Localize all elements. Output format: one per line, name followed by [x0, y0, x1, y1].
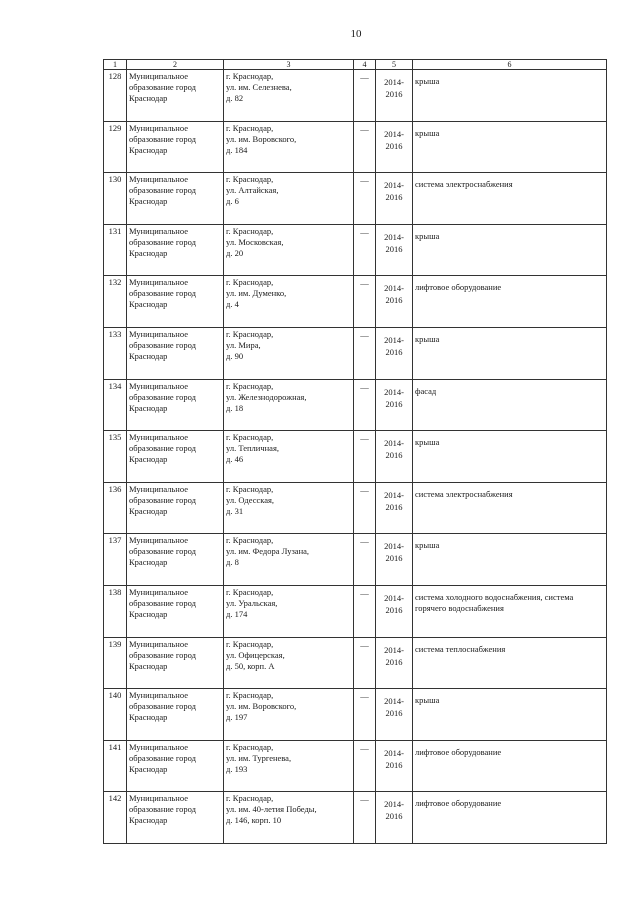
address-line: г. Краснодар,: [226, 586, 274, 597]
owner-line: Краснодар: [129, 815, 168, 826]
row-number: 142: [104, 792, 127, 844]
table-row: [104, 224, 607, 276]
address-line: г. Краснодар,: [226, 225, 274, 236]
dash-cell: —: [354, 637, 376, 689]
owner-cell: [127, 431, 224, 483]
owner-cell: [127, 121, 224, 173]
owner-cell: [127, 379, 224, 431]
work-type-cell: лифтовое оборудование: [413, 792, 607, 844]
table-row: [104, 740, 607, 792]
address-line: ул. Офицерская,: [226, 649, 285, 660]
owner-line: Муниципальное: [129, 690, 188, 701]
owner-cell: [127, 327, 224, 379]
owner-line: образование город: [129, 494, 196, 505]
period-line: 2016: [385, 140, 403, 151]
column-header-2: 2: [127, 60, 224, 70]
address-line: д. 46: [226, 454, 244, 465]
owner-line: Краснодар: [129, 402, 168, 413]
row-number: 139: [104, 637, 127, 689]
work-type-cell: крыша: [413, 534, 607, 586]
period-line: 2016: [385, 604, 403, 615]
period-line: 2014-: [384, 644, 404, 655]
address-line: д. 6: [226, 196, 239, 207]
owner-line: Краснодар: [129, 299, 168, 310]
column-header-4: 4: [354, 60, 376, 70]
work-type-cell: крыша: [413, 70, 607, 122]
column-header-6: 6: [413, 60, 607, 70]
owner-line: образование город: [129, 391, 196, 402]
owner-line: образование город: [129, 752, 196, 763]
address-cell: [224, 173, 354, 225]
column-header-1: 1: [104, 60, 127, 70]
owner-line: образование город: [129, 443, 196, 454]
period-line: 2014-: [384, 489, 404, 500]
owner-line: Краснодар: [129, 505, 168, 516]
period-cell: [376, 276, 413, 328]
owner-line: образование город: [129, 649, 196, 660]
work-type-cell: система электроснабжения: [413, 173, 607, 225]
address-line: г. Краснодар,: [226, 535, 274, 546]
owner-line: образование город: [129, 546, 196, 557]
column-header-3: 3: [224, 60, 354, 70]
address-line: г. Краснодар,: [226, 483, 274, 494]
table-row: [104, 121, 607, 173]
work-type-cell: крыша: [413, 689, 607, 741]
period-line: 2014-: [384, 128, 404, 139]
period-line: 2014-: [384, 231, 404, 242]
owner-cell: [127, 70, 224, 122]
period-line: 2016: [385, 398, 403, 409]
owner-line: Муниципальное: [129, 277, 188, 288]
address-line: ул. им. Думенко,: [226, 288, 287, 299]
owner-cell: [127, 173, 224, 225]
period-line: 2016: [385, 553, 403, 564]
owner-cell: [127, 224, 224, 276]
address-line: ул. Одесская,: [226, 494, 275, 505]
address-cell: [224, 379, 354, 431]
owner-line: Муниципальное: [129, 535, 188, 546]
owner-line: Муниципальное: [129, 638, 188, 649]
period-line: 2016: [385, 89, 403, 99]
table-row: [104, 276, 607, 328]
work-type-cell: крыша: [413, 121, 607, 173]
address-line: д. 90: [226, 350, 244, 361]
address-cell: [224, 431, 354, 483]
owner-line: Муниципальное: [129, 225, 188, 236]
period-line: 2016: [385, 450, 403, 461]
address-line: ул. им. 40-летия Победы,: [226, 804, 317, 815]
address-line: ул. Тепличная,: [226, 443, 279, 454]
address-cell: [224, 792, 354, 844]
period-line: 2014-: [384, 283, 404, 294]
address-cell: [224, 70, 354, 122]
address-line: г. Краснодар,: [226, 174, 274, 185]
address-line: д. 18: [226, 402, 244, 413]
table-row: [104, 379, 607, 431]
owner-line: образование город: [129, 597, 196, 608]
address-line: ул. Московская,: [226, 236, 284, 247]
address-line: д. 50, корп. А: [226, 660, 275, 671]
table-row: [104, 792, 607, 844]
address-line: г. Краснодар,: [226, 328, 274, 339]
owner-line: Муниципальное: [129, 586, 188, 597]
address-line: г. Краснодар,: [226, 638, 274, 649]
period-cell: [376, 689, 413, 741]
address-line: д. 193: [226, 763, 248, 774]
address-line: д. 8: [226, 557, 239, 568]
work-type-cell: система электроснабжения: [413, 482, 607, 534]
dash-cell: —: [354, 689, 376, 741]
column-header-5: 5: [376, 60, 413, 70]
owner-line: образование город: [129, 339, 196, 350]
address-line: д. 4: [226, 299, 239, 310]
dash-cell: —: [354, 534, 376, 586]
row-number: 130: [104, 173, 127, 225]
dash-cell: —: [354, 276, 376, 328]
address-cell: [224, 327, 354, 379]
owner-line: Муниципальное: [129, 483, 188, 494]
owner-line: Краснодар: [129, 660, 168, 671]
table-header: [104, 60, 607, 70]
address-cell: [224, 585, 354, 637]
address-line: г. Краснодар,: [226, 380, 274, 391]
address-line: д. 174: [226, 608, 248, 619]
period-line: 2016: [385, 295, 403, 306]
dash-cell: —: [354, 327, 376, 379]
address-line: г. Краснодар,: [226, 277, 274, 288]
period-cell: [376, 379, 413, 431]
owner-line: Муниципальное: [129, 174, 188, 185]
period-line: 2014-: [384, 541, 404, 552]
table-row: [104, 689, 607, 741]
work-type-cell: крыша: [413, 431, 607, 483]
address-cell: [224, 276, 354, 328]
dash-cell: —: [354, 224, 376, 276]
address-cell: [224, 121, 354, 173]
owner-line: Краснодар: [129, 247, 168, 258]
owner-line: Краснодар: [129, 196, 168, 207]
owner-line: Муниципальное: [129, 71, 188, 81]
table-row: [104, 482, 607, 534]
period-line: 2016: [385, 708, 403, 719]
period-line: 2014-: [384, 438, 404, 449]
owner-line: Муниципальное: [129, 328, 188, 339]
address-line: д. 82: [226, 93, 244, 103]
period-line: 2016: [385, 243, 403, 254]
owner-cell: [127, 482, 224, 534]
period-cell: [376, 431, 413, 483]
address-line: д. 31: [226, 505, 244, 516]
work-type-cell: система теплоснабжения: [413, 637, 607, 689]
table-row: [104, 637, 607, 689]
address-line: г. Краснодар,: [226, 741, 274, 752]
owner-line: образование город: [129, 185, 196, 196]
period-line: 2016: [385, 811, 403, 822]
period-line: 2014-: [384, 334, 404, 345]
period-line: 2014-: [384, 180, 404, 191]
address-line: ул. Алтайская,: [226, 185, 279, 196]
address-line: г. Краснодар,: [226, 122, 274, 133]
period-cell: [376, 173, 413, 225]
owner-line: Краснодар: [129, 557, 168, 568]
address-cell: [224, 740, 354, 792]
row-number: 132: [104, 276, 127, 328]
work-type-cell: крыша: [413, 327, 607, 379]
address-line: ул. Железнодорожная,: [226, 391, 307, 402]
row-number: 131: [104, 224, 127, 276]
owner-cell: [127, 534, 224, 586]
row-number: 141: [104, 740, 127, 792]
dash-cell: —: [354, 173, 376, 225]
address-line: ул. им. Тургенева,: [226, 752, 292, 763]
owner-line: Краснодар: [129, 763, 168, 774]
address-line: ул. им. Воровского,: [226, 701, 297, 712]
table-row: [104, 585, 607, 637]
period-line: 2014-: [384, 77, 404, 87]
row-number: 128: [104, 70, 127, 122]
row-number: 135: [104, 431, 127, 483]
period-cell: [376, 224, 413, 276]
owner-line: образование город: [129, 133, 196, 144]
dash-cell: —: [354, 740, 376, 792]
period-line: 2016: [385, 656, 403, 667]
address-line: г. Краснодар,: [226, 793, 274, 804]
period-line: 2014-: [384, 799, 404, 810]
period-cell: [376, 792, 413, 844]
owner-cell: [127, 792, 224, 844]
owner-line: Краснодар: [129, 454, 168, 465]
owner-cell: [127, 689, 224, 741]
owner-cell: [127, 637, 224, 689]
row-number: 140: [104, 689, 127, 741]
owner-line: Муниципальное: [129, 122, 188, 133]
owner-line: Муниципальное: [129, 432, 188, 443]
row-number: 138: [104, 585, 127, 637]
work-type-cell: крыша: [413, 224, 607, 276]
work-type-cell: лифтовое оборудование: [413, 276, 607, 328]
dash-cell: —: [354, 792, 376, 844]
dash-cell: —: [354, 379, 376, 431]
owner-cell: [127, 276, 224, 328]
dash-cell: —: [354, 482, 376, 534]
period-line: 2016: [385, 346, 403, 357]
address-cell: [224, 224, 354, 276]
address-line: ул. им. Воровского,: [226, 133, 297, 144]
address-line: д. 146, корп. 10: [226, 815, 282, 826]
table-body: [104, 70, 607, 844]
period-cell: [376, 637, 413, 689]
period-line: 2014-: [384, 386, 404, 397]
table-row: [104, 173, 607, 225]
address-line: ул. Уральская,: [226, 597, 278, 608]
properties-table: [103, 59, 607, 844]
period-line: 2014-: [384, 592, 404, 603]
page-number: 10: [350, 28, 362, 40]
work-type-cell: система холодного водоснабжения, система горячего водоснабжения: [413, 585, 607, 637]
address-line: д. 197: [226, 712, 248, 723]
owner-line: Краснодар: [129, 608, 168, 619]
period-line: 2016: [385, 759, 403, 770]
owner-line: образование город: [129, 804, 196, 815]
owner-line: Муниципальное: [129, 380, 188, 391]
owner-line: образование город: [129, 288, 196, 299]
period-cell: [376, 534, 413, 586]
address-line: д. 184: [226, 144, 248, 155]
owner-cell: [127, 585, 224, 637]
table-row: [104, 327, 607, 379]
address-cell: [224, 637, 354, 689]
owner-line: Муниципальное: [129, 793, 188, 804]
owner-line: образование город: [129, 701, 196, 712]
work-type-cell: лифтовое оборудование: [413, 740, 607, 792]
owner-line: образование город: [129, 82, 196, 92]
period-line: 2014-: [384, 696, 404, 707]
row-number: 129: [104, 121, 127, 173]
address-line: г. Краснодар,: [226, 690, 274, 701]
row-number: 136: [104, 482, 127, 534]
owner-line: Краснодар: [129, 350, 168, 361]
address-line: г. Краснодар,: [226, 432, 274, 443]
row-number: 133: [104, 327, 127, 379]
owner-line: Муниципальное: [129, 741, 188, 752]
address-line: ул. им. Федора Лузана,: [226, 546, 310, 557]
address-line: ул. им. Селезнева,: [226, 82, 292, 92]
table-row: [104, 534, 607, 586]
period-cell: [376, 740, 413, 792]
address-line: д. 20: [226, 247, 244, 258]
owner-line: Краснодар: [129, 712, 168, 723]
table-row: [104, 431, 607, 483]
dash-cell: —: [354, 70, 376, 122]
address-cell: [224, 534, 354, 586]
period-line: 2016: [385, 501, 403, 512]
owner-line: Краснодар: [129, 144, 168, 155]
period-cell: [376, 121, 413, 173]
row-number: 137: [104, 534, 127, 586]
dash-cell: —: [354, 431, 376, 483]
work-type-cell: фасад: [413, 379, 607, 431]
address-line: г. Краснодар,: [226, 71, 274, 81]
address-cell: [224, 482, 354, 534]
address-line: ул. Мира,: [226, 339, 261, 350]
period-line: 2016: [385, 192, 403, 203]
period-line: 2014-: [384, 747, 404, 758]
table-row: [104, 70, 607, 122]
dash-cell: —: [354, 585, 376, 637]
owner-line: Краснодар: [129, 93, 168, 103]
period-cell: [376, 70, 413, 122]
dash-cell: —: [354, 121, 376, 173]
period-cell: [376, 327, 413, 379]
row-number: 134: [104, 379, 127, 431]
period-cell: [376, 482, 413, 534]
address-cell: [224, 689, 354, 741]
period-cell: [376, 585, 413, 637]
owner-line: образование город: [129, 236, 196, 247]
owner-cell: [127, 740, 224, 792]
